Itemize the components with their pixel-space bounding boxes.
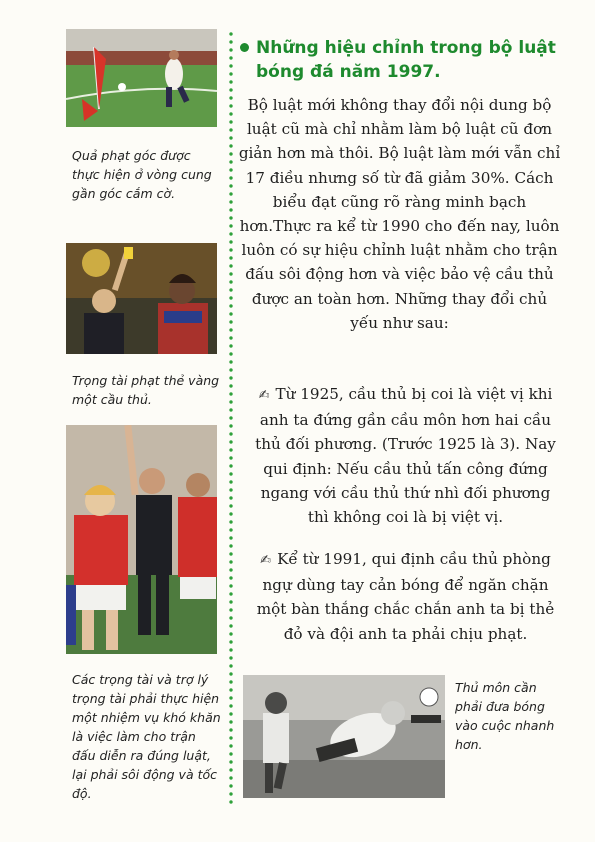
caption-corner-kick: Quả phạt góc được thực hiện ở vòng cung gần góc cắm cờ.	[72, 148, 212, 201]
yellow-card-photo	[66, 243, 217, 354]
goalkeeper-illustration	[243, 675, 445, 798]
rule-note-offside-text: Từ 1925, cầu thủ bị coi là việt vị khi anh ta đứng gần cầu môn hơn hai cầu thủ đối phương. (Trước 1925 là 3). Nay qui định: Nếu cầu thủ tấn công đứng ngang với cầu thủ thứ nhì đối phương thì không coi là bị việt vị.	[255, 385, 556, 527]
rule-note-handball	[250, 547, 561, 646]
writing-hand-icon: ✍	[260, 553, 272, 568]
article-intro: Bộ luật mới không thay đổi nội dung bộ luật cũ mà chỉ nhằm làm bộ luật cũ đơn giản hơn mà thôi. Bộ luật làm mới vẫn chỉ 17 điều nhưng số từ đã giảm 30%. Cách biểu đạt cũng rõ ràng minh bạch hơn.Thực ra kể từ 1990 cho đến nay, luôn luôn có sự hiệu chỉnh luật nhằm cho trận đấu sôi động hơn và việc bảo vệ cầu thủ được an toàn hơn. Những thay đổi chủ yếu như sau:	[238, 96, 561, 332]
article-title: Những hiệu chỉnh trong bộ luật bóng đá năm 1997.	[256, 38, 556, 82]
rule-note-offside	[250, 382, 561, 529]
yellow-card-illustration	[66, 243, 217, 354]
corner-kick-illustration	[66, 29, 217, 127]
rule-note-handball-text: Kể từ 1991, qui định cầu thủ phòng ngự dùng tay cản bóng để ngăn chặn một bàn thắng chắc chắn anh ta bị thẻ đỏ và đội anh ta phải chịu phạt.	[256, 550, 555, 643]
goalkeeper-photo	[243, 675, 445, 798]
caption-referees: Các trọng tài và trợ lý trọng tài phải thực hiện một nhiệm vụ khó khăn là việc làm cho trận đấu diễn ra đúng luật, lại phải sôi động và tốc độ.	[72, 672, 221, 801]
title-bullet-icon	[240, 43, 249, 52]
corner-kick-photo	[66, 29, 217, 127]
referee-players-illustration	[66, 425, 217, 654]
referee-players-photo	[66, 425, 217, 654]
caption-yellow-card: Trọng tài phạt thẻ vàng một cầu thủ.	[72, 373, 220, 407]
writing-hand-icon: ✍	[258, 388, 270, 403]
dotted-divider	[229, 30, 233, 808]
caption-goalkeeper: Thủ môn cần phải đưa bóng vào cuộc nhanh hơn.	[455, 680, 555, 752]
